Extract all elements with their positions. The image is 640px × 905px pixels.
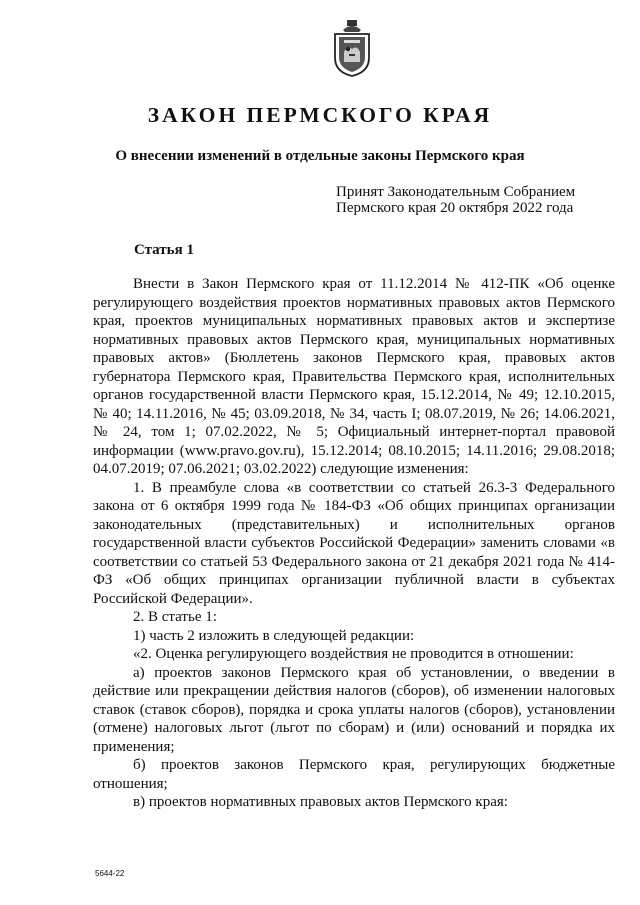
text-paragraph: б) проектов законов Пермского края, регулирующих бюджетные отношения; xyxy=(93,757,615,792)
text-paragraph: 2. В статье 1: xyxy=(133,609,217,625)
text-paragraph: в) проектов нормативных правовых актов Пермского края: xyxy=(133,794,508,810)
adoption-note xyxy=(336,184,575,216)
adoption-line: Пермского края 20 октября 2022 года xyxy=(336,200,574,216)
text-paragraph: а) проектов законов Пермского края об установлении, о введении в действие или прекращении действия налогов (сборов), об изменении налоговых ставок (ставок сборов), порядка и срока уплаты налогов (сборов), установлении (отмене) налоговых льгот (льгот по сборам) и (или) оснований и порядка их применения; xyxy=(93,664,615,755)
text-paragraph: 1. В преамбуле слова «в соответствии со статьей 26.3-3 Федерального закона от 6 октября 1999 года № 184-ФЗ «Об общих принципах организации законодательных (представительных) и исполнительных органов государственной власти субъектов Российской Федерации» заменить словами «в соответствии со статьей 53 Федерального закона от 21 декабря 2021 года № 414-ФЗ «Об общих принципах организации публичной власти в субъектах Российской Федерации». xyxy=(93,479,615,607)
footer-code: 5644-22 xyxy=(95,869,125,878)
text-paragraph: «2. Оценка регулирующего воздействия не проводится в отношении: xyxy=(133,646,574,662)
text-paragraph: Внести в Закон Пермского края от 11.12.2014 № 412-ПК «Об оценке регулирующего воздействия проектов нормативных правовых актов Пермского края, проектов муниципальных нормативных правовых актов и экспертизе нормативных правовых актов Пермского края, муниципальных нормативных правовых актов» (Бюллетень законов Пермского края, правовых актов губернатора Пермского края, Правительства Пермского края, исполнительных органов государственной власти Пермского края, 15.12.2014, № 49; 12.10.2015, № 40; 14.11.2016, № 45; 03.09.2018, № 34, часть I; 08.07.2019, № 26; 14.06.2021, № 24, том 1; 07.02.2022, № 5; Официальный интернет-портал правовой информации (www.pravo.gov.ru), 15.12.2014; 08.10.2015; 14.11.2016; 29.08.2018; 04.07.2019; 07.06.2021; 03.02.2022) следующие изменения: xyxy=(93,276,615,477)
adoption-line: Принят Законодательным Собранием xyxy=(336,184,576,200)
document-subtitle: О внесении изменений в отдельные законы Пермского края xyxy=(115,148,525,164)
coat-of-arms-emblem xyxy=(332,18,372,78)
law-text xyxy=(93,275,615,812)
document-title: ЗАКОН ПЕРМСКОГО КРАЯ xyxy=(147,103,493,127)
text-paragraph: 1) часть 2 изложить в следующей редакции: xyxy=(133,627,415,644)
article-heading: Статья 1 xyxy=(134,242,194,258)
